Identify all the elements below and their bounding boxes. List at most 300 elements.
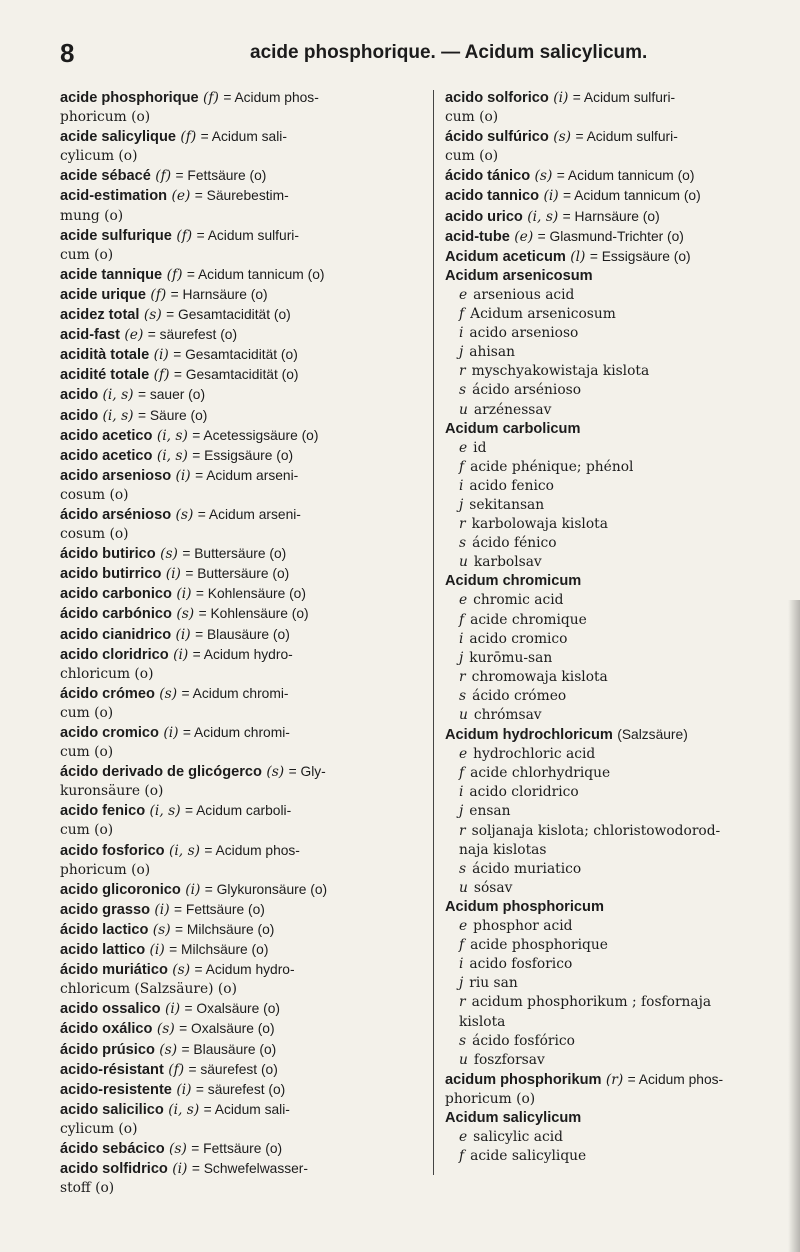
- dictionary-entry: [60, 446, 430, 466]
- translation-line: [445, 611, 783, 630]
- entry-language-tag: (s): [160, 546, 178, 563]
- translation-line: [445, 591, 783, 610]
- main-entry: [445, 267, 783, 286]
- translation-text: salicylic acid: [473, 1129, 563, 1146]
- entry-headword: acido acetico: [60, 427, 153, 444]
- translation-language: i: [459, 784, 464, 801]
- translation-line: [445, 917, 783, 936]
- entry-headword: acide salicylique: [60, 129, 177, 146]
- entry-continuation: stoff (o): [60, 1180, 115, 1197]
- translation-text: ácido fosfórico: [472, 1032, 575, 1049]
- entry-equivalent: = Acidum sali-: [200, 129, 287, 145]
- entry-headword: acid-tube: [445, 228, 510, 245]
- dictionary-entry: [60, 186, 430, 206]
- dictionary-entry: [445, 186, 783, 206]
- entry-continuation: phoricum (o): [60, 861, 151, 878]
- entry-headword: acido tannico: [445, 188, 540, 205]
- translation-line: [445, 286, 783, 305]
- entry-equivalent: = Acidum hydro-: [194, 962, 295, 978]
- entry-language-tag: (r): [605, 1071, 624, 1088]
- translation-line: [445, 668, 783, 687]
- translation-text: chrómsav: [473, 707, 542, 723]
- translation-line: [445, 841, 783, 860]
- entry-language-tag: (f): [150, 286, 167, 303]
- entry-continuation: kuronsäure (o): [60, 783, 164, 800]
- dictionary-entry: [60, 426, 430, 446]
- translation-text: myschyakowistaja kislota: [471, 363, 650, 380]
- translation-language: e: [459, 286, 468, 303]
- entry-equivalent: = Acidum hydro-: [192, 646, 293, 662]
- translation-text: ácido crómeo: [472, 687, 567, 704]
- translation-line: [445, 534, 783, 553]
- column-divider: [433, 90, 434, 1175]
- main-entry: [445, 725, 783, 745]
- dictionary-entry: [60, 544, 430, 564]
- translation-line: [445, 879, 783, 898]
- translation-line: [445, 649, 783, 668]
- main-entry-headword: Acidum salicylicum: [445, 1109, 582, 1126]
- entry-equivalent: = Fettsäure (o): [175, 168, 267, 184]
- entry-continuation: phoricum (o): [445, 1090, 536, 1107]
- translation-line: [445, 860, 783, 879]
- entry-language-tag: (i): [176, 586, 192, 603]
- translation-line: [445, 324, 783, 343]
- entry-headword: acido urico: [445, 208, 523, 225]
- dictionary-entry: [60, 345, 430, 365]
- entry-language-tag: (i): [175, 467, 191, 484]
- entry-continuation: cosum (o): [60, 486, 129, 503]
- entry-headword: acidité totale: [60, 367, 150, 384]
- translation-line: [445, 401, 783, 420]
- entry-headword: acido lattico: [60, 942, 146, 959]
- dictionary-entry: [445, 247, 783, 267]
- translation-language: s: [459, 860, 467, 877]
- entry-continuation: cosum (o): [60, 526, 129, 543]
- dictionary-entry: [445, 127, 783, 147]
- page-edge-shadow: [788, 600, 800, 1252]
- entry-language-tag: (s): [159, 685, 178, 702]
- translation-line: [445, 764, 783, 783]
- translation-language: e: [459, 439, 468, 456]
- dictionary-entry: [60, 801, 430, 821]
- entry-continuation: cum (o): [445, 148, 499, 165]
- entry-equivalent: = Gesamtacidität (o): [173, 347, 298, 363]
- dictionary-entry: [60, 604, 430, 624]
- dictionary-entry: [60, 564, 430, 584]
- entry-equivalent: = Gesamtacidität (o): [173, 367, 299, 383]
- main-entry-headword: Acidum arsenicosum: [445, 267, 593, 284]
- dictionary-entry: [60, 841, 430, 861]
- translation-line: [445, 1013, 783, 1032]
- translation-text: sósav: [473, 879, 513, 896]
- translation-language: i: [459, 630, 464, 647]
- translation-text: acido cloridrico: [469, 784, 579, 801]
- translation-line: [445, 706, 783, 725]
- entry-equivalent: = säurefest (o): [147, 327, 238, 343]
- entry-equivalent: = Gesamtacidität (o): [166, 307, 291, 323]
- entry-equivalent: = Buttersäure (o): [185, 566, 290, 582]
- entry-equivalent: = Acidum sulfuri-: [196, 227, 299, 243]
- entry-headword: ácido muriático: [60, 962, 168, 979]
- translation-text: arzénessav: [473, 401, 552, 418]
- dictionary-entry: [60, 466, 430, 486]
- entry-headword: ácido carbónico: [60, 606, 172, 623]
- entry-language-tag: (f): [180, 129, 197, 146]
- entry-language-tag: (s): [176, 606, 195, 623]
- entry-language-tag: (i): [185, 881, 201, 898]
- dictionary-entry: [445, 207, 783, 227]
- entry-headword: acido fosforico: [60, 842, 165, 859]
- translation-language: r: [459, 668, 466, 685]
- entry-language-tag: (s): [143, 307, 162, 324]
- dictionary-entry: [60, 1139, 430, 1159]
- entry-headword: acido cloridrico: [60, 646, 169, 663]
- entry-language-tag: (i): [176, 1081, 192, 1098]
- translation-line: [445, 343, 783, 362]
- entry-headword: acido grasso: [60, 901, 151, 918]
- entry-equivalent: = Acidum phos-: [223, 90, 319, 105]
- entry-headword: ácido oxálico: [60, 1021, 153, 1038]
- entry-equivalent: = Acidum sulfuri-: [575, 129, 678, 145]
- translation-text: ácido fénico: [472, 535, 557, 552]
- translation-text: ácido arsénioso: [472, 382, 582, 399]
- entry-headword: acide sébacé: [60, 168, 151, 185]
- entry-language-tag: (s): [159, 1041, 178, 1058]
- translation-language: u: [459, 401, 468, 418]
- dictionary-entry: [60, 723, 430, 743]
- entry-language-tag: (e): [124, 327, 144, 344]
- main-entry: [445, 1109, 783, 1128]
- dictionary-entry: [60, 1019, 430, 1039]
- main-entry: [445, 898, 783, 917]
- entry-headword: ácido crómeo: [60, 685, 155, 702]
- translation-language: s: [459, 535, 467, 552]
- translation-language: e: [459, 746, 468, 763]
- translation-language: j: [459, 803, 464, 820]
- entry-headword: acidez total: [60, 307, 140, 324]
- dictionary-entry: [60, 226, 430, 246]
- entry-equivalent: = Acidum tannicum (o): [563, 188, 701, 204]
- entry-language-tag: (f): [203, 90, 219, 106]
- entry-continuation: cum (o): [60, 744, 114, 761]
- entry-equivalent: = Blausäure (o): [195, 626, 290, 642]
- translation-text: ensan: [469, 803, 511, 820]
- translation-text: acide chlorhydrique: [470, 765, 611, 782]
- entry-equivalent: = Buttersäure (o): [182, 546, 287, 562]
- entry-equivalent: = Säure (o): [137, 407, 208, 423]
- entry-headword: acid-estimation: [60, 188, 168, 205]
- entry-equivalent: = Acidum chromi-: [182, 725, 290, 740]
- entry-headword: acido-résistant: [60, 1061, 164, 1078]
- entry-continuation: cylicum (o): [60, 1120, 138, 1137]
- entry-continuation: phoricum (o): [60, 109, 151, 126]
- translation-text: foszforsav: [473, 1051, 545, 1068]
- translation-language: s: [459, 687, 467, 704]
- translation-text: acido arsenioso: [469, 325, 579, 342]
- translation-text: karbolowaja kislota: [471, 516, 608, 533]
- translation-text: acide phosphorique: [470, 937, 608, 954]
- entry-equivalent: = Acidum carboli-: [184, 803, 292, 819]
- entry-equivalent: = Acidum phos-: [204, 842, 300, 858]
- entry-headword: ácido sebácico: [60, 1140, 165, 1157]
- main-entry-headword: Acidum hydrochloricum: [445, 727, 613, 744]
- translation-language: e: [459, 918, 468, 935]
- entry-language-tag: (f): [168, 1061, 185, 1078]
- dictionary-entry: [60, 406, 430, 426]
- entry-language-tag: (f): [176, 227, 193, 244]
- entry-equivalent: = säurefest (o): [188, 1061, 278, 1077]
- translation-line: [445, 1032, 783, 1051]
- entry-continuation: chloricum (Salzsäure) (o): [60, 981, 237, 998]
- translation-language: i: [459, 325, 464, 342]
- dictionary-entry: [60, 584, 430, 604]
- entry-language-tag: (s): [175, 506, 194, 523]
- translation-line: [445, 496, 783, 515]
- translation-text: chromic acid: [473, 592, 564, 609]
- running-head: acide phosphorique. — Acidum salicylicum.: [250, 42, 648, 63]
- translation-language: u: [459, 879, 468, 896]
- dictionary-entry: [60, 1060, 430, 1080]
- entry-headword: acide tannique: [60, 266, 163, 283]
- entry-equivalent: = Fettsäure (o): [174, 901, 265, 917]
- entry-equivalent: = Gly-: [288, 764, 326, 780]
- entry-headword: acido carbonico: [60, 586, 172, 603]
- entry-language-tag: (i): [149, 942, 165, 959]
- entry-language-tag: (e): [514, 228, 534, 245]
- main-entry: [445, 420, 783, 439]
- translation-text: karbolsav: [473, 554, 542, 571]
- entry-headword: ácido lactico: [60, 921, 149, 938]
- dictionary-entry: [445, 227, 783, 247]
- translation-text: acide chromique: [470, 611, 587, 628]
- entry-headword: ácido tánico: [445, 168, 531, 185]
- translation-line: [445, 439, 783, 458]
- translation-line: [445, 1051, 783, 1070]
- dictionary-entry: [60, 385, 430, 405]
- entry-headword: acido butirrico: [60, 566, 162, 583]
- entry-language-tag: (s): [534, 168, 553, 185]
- entry-headword: acido fenico: [60, 803, 146, 820]
- main-entry-headword: Acidum phosphoricum: [445, 898, 604, 915]
- entry-language-tag: (i): [543, 188, 559, 205]
- dictionary-entry: [60, 684, 430, 704]
- entry-equivalent: = Harnsäure (o): [562, 208, 660, 224]
- entry-equivalent: = säurefest (o): [195, 1081, 286, 1097]
- translation-text: acido cromico: [469, 630, 568, 647]
- entry-equivalent: = Acetessigsäure (o): [192, 427, 319, 443]
- translation-text: sekitansan: [469, 496, 545, 513]
- translation-language: f: [459, 765, 465, 782]
- translation-language: j: [459, 496, 464, 513]
- main-entry-headword: Acidum chromicum: [445, 573, 582, 590]
- entry-language-tag: (i, s): [102, 407, 134, 424]
- translation-text: kurōmu-san: [469, 649, 553, 666]
- entry-equivalent: = Schwefelwasser-: [191, 1161, 308, 1177]
- dictionary-entry: [60, 1080, 430, 1100]
- dictionary-entry: [60, 166, 430, 186]
- entry-headword: acido salicilico: [60, 1101, 164, 1118]
- entry-headword: acido-resistente: [60, 1081, 172, 1098]
- entry-headword: ácido derivado de glicógerco: [60, 764, 262, 781]
- translation-text: acide salicylique: [470, 1148, 587, 1165]
- entry-equivalent: = Essigsäure (o): [589, 248, 691, 264]
- entry-equivalent: = sauer (o): [137, 387, 206, 403]
- entry-language-tag: (i, s): [102, 387, 134, 404]
- translation-line: [445, 993, 783, 1012]
- entry-continuation: cylicum (o): [60, 148, 138, 165]
- entry-equivalent: = Acidum arseni-: [197, 506, 301, 522]
- entry-equivalent: = Säurebestim-: [194, 188, 289, 204]
- translation-line: [445, 955, 783, 974]
- translation-line: [445, 802, 783, 821]
- entry-equivalent: = Blausäure (o): [181, 1041, 277, 1057]
- entry-language-tag: (e): [171, 188, 191, 205]
- entry-continuation: cum (o): [60, 822, 114, 839]
- entry-language-tag: (s): [156, 1021, 175, 1038]
- translation-language: r: [459, 516, 466, 533]
- dictionary-entry: [60, 762, 430, 782]
- translation-language: e: [459, 1129, 468, 1146]
- translation-text: hydrochloric acid: [473, 746, 596, 763]
- translation-language: i: [459, 956, 464, 973]
- entry-headword: acido acetico: [60, 447, 153, 464]
- entry-headword: acide sulfurique: [60, 227, 172, 244]
- entry-language-tag: (i): [553, 90, 569, 106]
- entry-equivalent: = Essigsäure (o): [192, 447, 294, 463]
- entry-language-tag: (i, s): [169, 842, 201, 859]
- main-entry-note: (Salzsäure): [617, 727, 688, 743]
- translation-line: [445, 974, 783, 993]
- translation-text: acide phénique; phénol: [470, 458, 634, 475]
- dictionary-entry: [60, 1100, 430, 1120]
- entry-language-tag: (i): [153, 347, 169, 364]
- entry-continuation: mung (o): [60, 207, 124, 224]
- translation-line: [445, 745, 783, 764]
- entry-equivalent: = Acidum chromi-: [181, 685, 289, 701]
- dictionary-entry: [60, 265, 430, 285]
- dictionary-entry: [60, 625, 430, 645]
- entry-language-tag: (i): [165, 566, 181, 583]
- entry-headword: acido cianidrico: [60, 626, 172, 643]
- entry-headword: acido arsenioso: [60, 467, 172, 484]
- entry-headword: acido: [60, 387, 99, 404]
- translation-text: Acidum arsenicosum: [470, 306, 616, 323]
- entry-language-tag: (i, s): [156, 427, 188, 444]
- translation-language: s: [459, 1032, 467, 1049]
- entry-headword: acido glicoronico: [60, 881, 181, 898]
- entry-headword: acido solfidrico: [60, 1161, 168, 1178]
- dictionary-entry: [60, 1040, 430, 1060]
- entry-language-tag: (i, s): [168, 1101, 200, 1118]
- entry-headword: acido solforico: [445, 90, 549, 106]
- entry-equivalent: = Acidum phos-: [627, 1071, 724, 1087]
- translation-language: j: [459, 975, 464, 992]
- translation-text: riu san: [469, 975, 518, 992]
- entry-headword: acidum phosphorikum: [445, 1071, 602, 1088]
- entry-equivalent: = Acidum sali-: [203, 1101, 290, 1117]
- entry-equivalent: = Glykuronsäure (o): [204, 881, 328, 897]
- dictionary-entry: [60, 285, 430, 305]
- translation-line: [445, 553, 783, 572]
- entry-equivalent: = Milchsäure (o): [175, 921, 275, 937]
- dictionary-entry: [60, 900, 430, 920]
- entry-equivalent: = Milchsäure (o): [169, 942, 269, 958]
- translation-text: acidum phosphorikum ; fosfornaja: [471, 994, 712, 1011]
- translation-line: [445, 822, 783, 841]
- entry-equivalent: = Fettsäure (o): [191, 1140, 283, 1156]
- entry-equivalent: = Acidum tannicum (o): [556, 168, 695, 184]
- translation-language: r: [459, 994, 466, 1011]
- dictionary-entry: [60, 325, 430, 345]
- translation-language: f: [459, 937, 465, 954]
- entry-language-tag: (i, s): [149, 803, 181, 820]
- translation-language: e: [459, 592, 468, 609]
- entry-language-tag: (l): [570, 248, 586, 265]
- translation-line: [445, 783, 783, 802]
- entry-headword: acido ossalico: [60, 1001, 161, 1018]
- entry-language-tag: (i): [175, 626, 191, 643]
- entry-headword: ácido prúsico: [60, 1041, 155, 1058]
- entry-continuation: cum (o): [60, 246, 114, 263]
- dictionary-entry: [445, 166, 783, 186]
- dictionary-entry: [60, 920, 430, 940]
- entry-language-tag: (f): [153, 367, 170, 384]
- main-entry-headword: Acidum carbolicum: [445, 420, 581, 437]
- entry-language-tag: (i, s): [527, 208, 559, 225]
- entry-equivalent: = Acidum sulfuri-: [572, 90, 676, 105]
- dictionary-entry: [60, 645, 430, 665]
- translation-text: phosphor acid: [473, 918, 573, 935]
- dictionary-entry: [445, 1070, 783, 1090]
- translation-text: acido fosforico: [469, 956, 573, 973]
- translation-text: arsenious acid: [473, 286, 575, 303]
- translation-line: [445, 458, 783, 477]
- dictionary-entry: [60, 505, 430, 525]
- entry-equivalent: = Oxalsäure (o): [179, 1021, 275, 1037]
- left-column: [60, 88, 430, 1198]
- dictionary-entry: [60, 365, 430, 385]
- translation-language: u: [459, 707, 468, 723]
- entry-language-tag: (i, s): [156, 447, 188, 464]
- page-number: 8: [60, 38, 75, 68]
- dictionary-entry: [60, 960, 430, 980]
- translation-language: f: [459, 611, 465, 628]
- dictionary-entry: [60, 88, 430, 108]
- entry-language-tag: (i): [173, 646, 189, 663]
- translation-language: f: [459, 306, 465, 323]
- dictionary-entry: [60, 999, 430, 1019]
- entry-headword: acide urique: [60, 286, 146, 303]
- entry-continuation: cum (o): [60, 704, 114, 721]
- translation-language: f: [459, 458, 465, 475]
- translation-language: u: [459, 1051, 468, 1068]
- dictionary-entry: [60, 127, 430, 147]
- entry-language-tag: (s): [172, 962, 191, 979]
- main-entry: [445, 572, 783, 591]
- translation-text: ahisan: [469, 344, 515, 361]
- entry-headword: acide phosphorique: [60, 90, 199, 106]
- entry-headword: acido: [60, 407, 99, 424]
- entry-language-tag: (i): [163, 725, 179, 741]
- entry-equivalent: = Acidum arseni-: [195, 467, 299, 483]
- entry-headword: acido cromico: [60, 725, 159, 741]
- translation-line: [445, 362, 783, 381]
- translation-text: naja kislotas: [459, 841, 547, 858]
- entry-headword: ácido butirico: [60, 546, 156, 563]
- dictionary-entry: [60, 1159, 430, 1179]
- entry-equivalent: = Kohlensäure (o): [198, 606, 309, 622]
- page-header: [0, 0, 800, 72]
